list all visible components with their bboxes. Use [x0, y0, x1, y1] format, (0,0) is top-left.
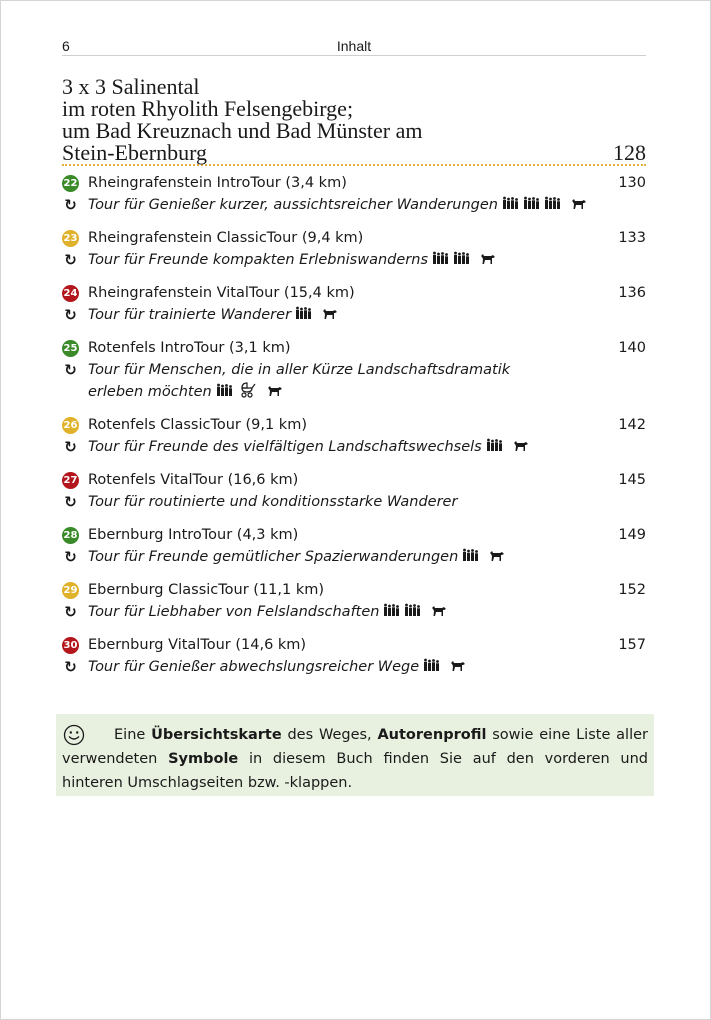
tour-page: 136 [618, 285, 646, 301]
dog-icon [513, 440, 529, 452]
description-text: Tour für routinierte und konditionsstarke Wanderer [88, 494, 458, 510]
header-title: Inhalt [336, 38, 372, 54]
info-box [56, 714, 654, 796]
running-header [62, 38, 646, 56]
toc-entry-desc-row [62, 546, 646, 568]
tour-title: Ebernburg IntroTour (4,3 km) [88, 527, 299, 543]
loop-icon: ↻ [64, 548, 77, 566]
toc-entry-title-row [62, 227, 646, 249]
toc-entry-title-row [62, 172, 646, 194]
tour-page: 145 [618, 472, 646, 488]
toc-entry[interactable] [62, 282, 646, 326]
description-text: Tour für Freunde kompakten Erlebniswanderns [88, 252, 428, 268]
tour-title: Ebernburg ClassicTour (11,1 km) [88, 582, 325, 598]
toc-entry-desc-row [62, 359, 646, 403]
tour-page: 149 [618, 527, 646, 543]
tour-title: Rotenfels ClassicTour (9,1 km) [88, 417, 307, 433]
description-text: Tour für Genießer kurzer, aussichtsreicher Wanderungen [88, 197, 498, 213]
toc-entry-title-row [62, 634, 646, 656]
tour-page: 142 [618, 417, 646, 433]
toc-entry-title-row [62, 524, 646, 546]
toc-entry[interactable] [62, 227, 646, 271]
loop-icon: ↻ [64, 196, 77, 214]
toc-entry-desc-row [62, 436, 646, 458]
dog-icon [571, 198, 587, 210]
info-text: Eine Übersichtskarte des Weges, Autorenprofil sowie eine Liste aller verwendeten Symbole in diesem Buch finden Sie auf den vorderen und hinteren Umschlagseiten bzw. -klappen. [62, 727, 648, 791]
tour-page: 140 [618, 340, 646, 356]
toc-entry-title-row [62, 469, 646, 491]
tour-title: Rheingrafenstein ClassicTour (9,4 km) [88, 230, 364, 246]
tour-number-badge: 22 [62, 175, 79, 192]
description-text: Tour für Freunde des vielfältigen Landschaftswechsels [88, 439, 482, 455]
loop-icon: ↻ [64, 658, 77, 676]
toc-entry[interactable] [62, 337, 646, 403]
family-icon [423, 658, 440, 672]
loop-icon: ↻ [64, 603, 77, 621]
tour-description [88, 546, 505, 568]
toc-entry-desc-row [62, 656, 646, 678]
toc-entry-title-row [62, 579, 646, 601]
toc-entry-desc-row [62, 304, 646, 326]
pram-icon [239, 381, 257, 399]
family-icon [216, 383, 233, 397]
tour-page: 152 [618, 582, 646, 598]
tour-page: 157 [618, 637, 646, 653]
toc-list [62, 172, 646, 689]
dog-icon [431, 605, 447, 617]
description-text: erleben möchten [88, 384, 212, 400]
tour-title: Rotenfels VitalTour (16,6 km) [88, 472, 299, 488]
family-icon [462, 548, 479, 562]
description-text: Tour für Genießer abwechslungsreicher Wege [88, 659, 420, 675]
tour-number-badge: 23 [62, 230, 79, 247]
tour-description [88, 601, 447, 623]
tour-description [88, 656, 466, 678]
toc-entry[interactable] [62, 579, 646, 623]
loop-icon: ↻ [64, 306, 77, 324]
tour-title: Rheingrafenstein VitalTour (15,4 km) [88, 285, 355, 301]
family-icon [453, 251, 470, 265]
family-icon [502, 196, 519, 210]
family-icon [486, 438, 503, 452]
toc-entry[interactable] [62, 172, 646, 216]
tour-description [88, 249, 496, 271]
tour-number-badge: 30 [62, 637, 79, 654]
description-text: Tour für Liebhaber von Felslandschaften [88, 604, 380, 620]
page-number: 6 [62, 38, 70, 54]
family-icon [383, 603, 400, 617]
tour-title: Ebernburg VitalTour (14,6 km) [88, 637, 307, 653]
chapter-line: 3 x 3 Salinental [62, 74, 200, 99]
tour-description [88, 194, 587, 216]
toc-entry[interactable] [62, 414, 646, 458]
tour-title: Rheingrafenstein IntroTour (3,4 km) [88, 175, 347, 191]
toc-entry[interactable] [62, 524, 646, 568]
tour-number-badge: 28 [62, 527, 79, 544]
description-text: Tour für Menschen, die in aller Kürze Landschaftsdramatik [88, 362, 511, 378]
toc-entry[interactable] [62, 469, 646, 513]
toc-entry-title-row [62, 414, 646, 436]
dog-icon [450, 660, 466, 672]
tour-number-badge: 26 [62, 417, 79, 434]
tour-number-badge: 27 [62, 472, 79, 489]
loop-icon: ↻ [64, 438, 77, 456]
tour-title: Rotenfels IntroTour (3,1 km) [88, 340, 291, 356]
toc-entry-title-row [62, 282, 646, 304]
loop-icon: ↻ [64, 361, 77, 379]
tour-number-badge: 29 [62, 582, 79, 599]
tour-page: 130 [618, 175, 646, 191]
chapter-line: im roten Rhyolith Felsengebirge; [62, 96, 354, 121]
tour-description [88, 304, 338, 326]
toc-entry-desc-row [62, 194, 646, 216]
dog-icon [322, 308, 338, 320]
family-icon [295, 306, 312, 320]
tour-description [88, 359, 510, 403]
toc-entry-desc-row [62, 491, 646, 513]
chapter-line: Stein-Ebernburg [62, 140, 208, 165]
loop-icon: ↻ [64, 251, 77, 269]
family-icon [523, 196, 540, 210]
family-icon [432, 251, 449, 265]
toc-entry-desc-row [62, 249, 646, 271]
tour-number-badge: 24 [62, 285, 79, 302]
toc-entry[interactable] [62, 634, 646, 678]
tour-description [88, 436, 529, 458]
dog-icon [267, 385, 283, 397]
family-icon [544, 196, 561, 210]
dog-icon [489, 550, 505, 562]
chapter-line: um Bad Kreuznach und Bad Münster am [62, 118, 423, 143]
loop-icon: ↻ [64, 493, 77, 511]
family-icon [404, 603, 421, 617]
tour-number-badge: 25 [62, 340, 79, 357]
toc-entry-desc-row [62, 601, 646, 623]
toc-entry-title-row [62, 337, 646, 359]
dog-icon [480, 253, 496, 265]
chapter-page: 128 [613, 140, 646, 165]
description-text: Tour für trainierte Wanderer [88, 307, 292, 323]
chapter-heading [62, 76, 646, 166]
description-text: Tour für Freunde gemütlicher Spazierwanderungen [88, 549, 459, 565]
chapter-last-line [62, 142, 646, 166]
tour-description [88, 491, 457, 513]
tour-page: 133 [618, 230, 646, 246]
